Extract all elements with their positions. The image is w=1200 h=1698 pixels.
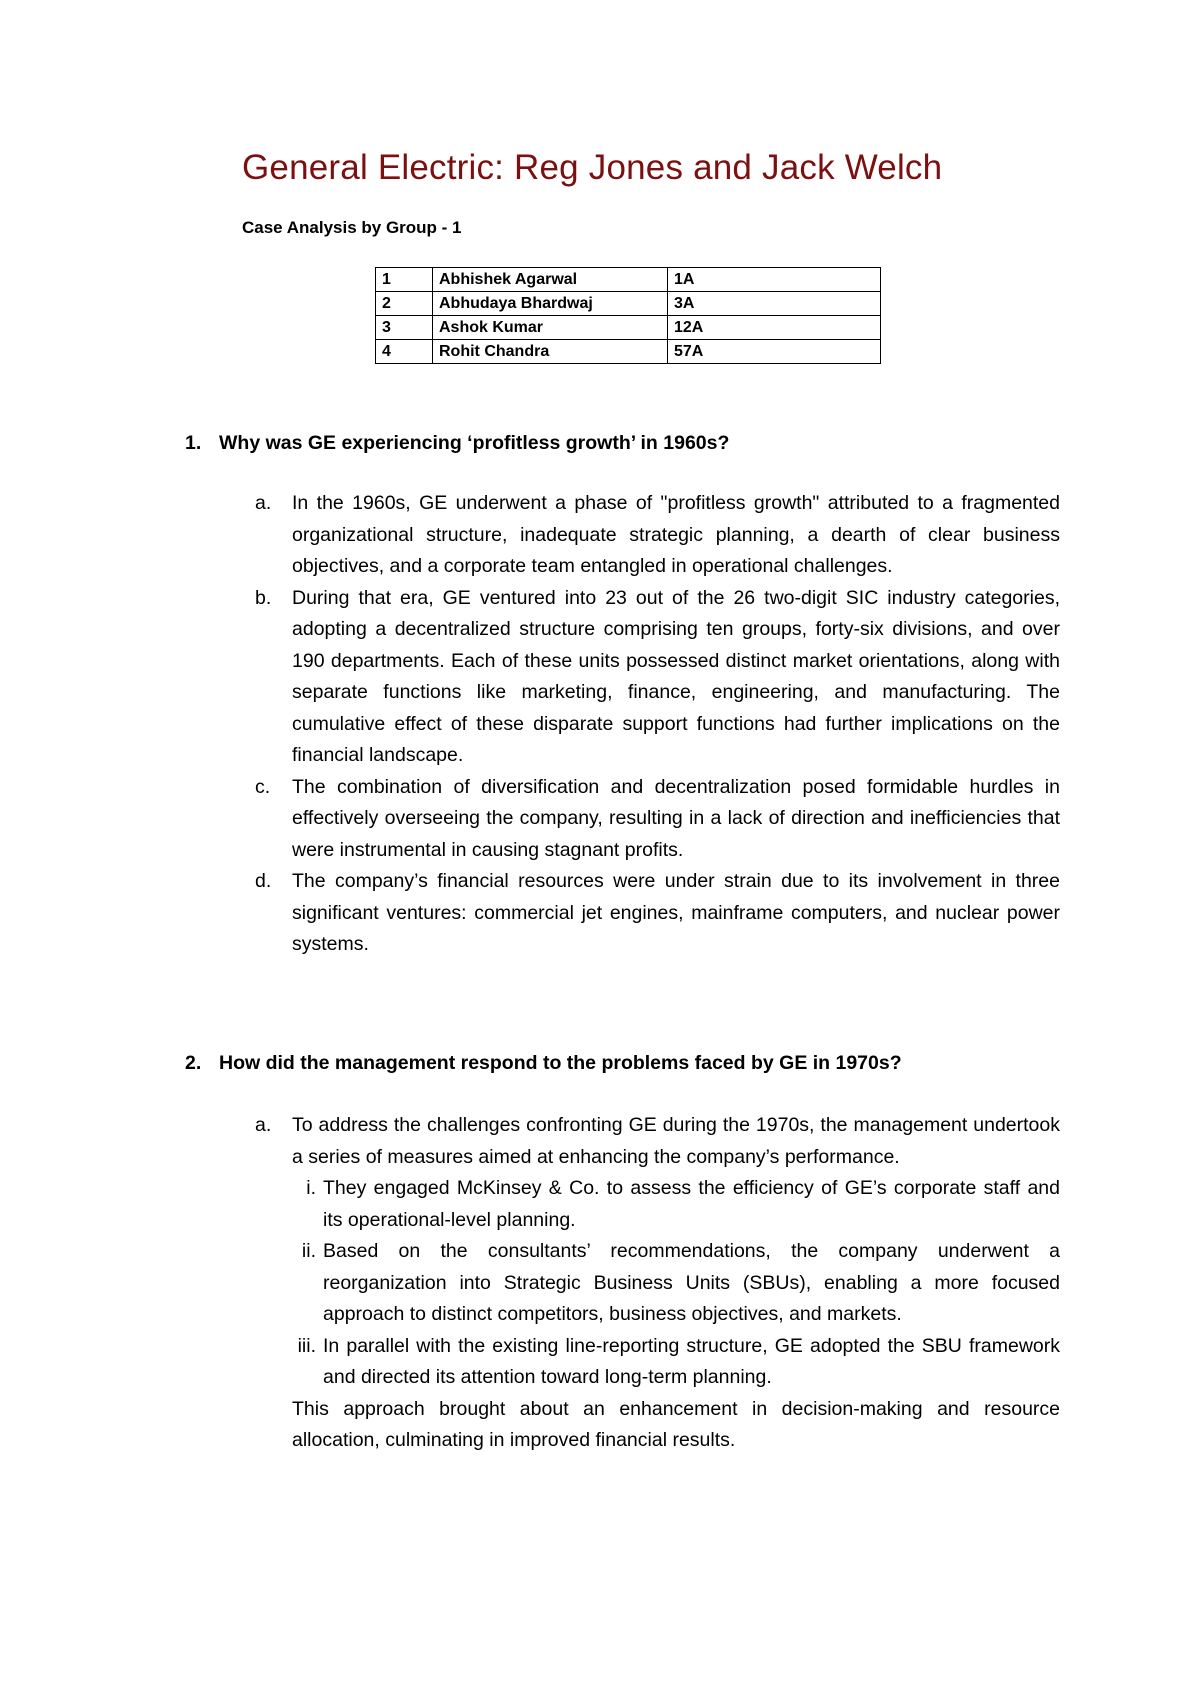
table-row — [376, 316, 881, 340]
member-roll: 1A — [668, 268, 881, 292]
table-row — [376, 340, 881, 364]
question-text: Why was GE experiencing ‘profitless growth’ in 1960s? — [219, 432, 730, 454]
sub-item-label: iii. — [297, 1334, 316, 1357]
item-text: The combination of diversification and decentralization posed formidable hurdles in effectively overseeing the company, resulting in a lack of direction and inefficiencies that were instrumental in causing stagnant profits. — [292, 775, 1060, 861]
sub-item-text: Based on the consultants’ recommendations, the company underwent a reorganization into Strategic Business Units (SBUs), enabling a more focused approach to distinct competitors, business objectives, and markets. — [323, 1240, 1060, 1325]
sub-list-item — [250, 1331, 1060, 1394]
item-label: a. — [255, 492, 272, 514]
member-roll: 3A — [668, 292, 881, 316]
member-number: 2 — [376, 292, 433, 316]
list-item — [250, 488, 1060, 583]
question-2 — [185, 1048, 1065, 1080]
table-row — [376, 268, 881, 292]
table-row — [376, 292, 881, 316]
group-members-table — [375, 267, 881, 364]
member-roll: 57A — [668, 340, 881, 364]
sub-item-text: They engaged McKinsey & Co. to assess the efficiency of GE’s corporate staff and its operational-level planning. — [323, 1177, 1060, 1231]
question-number: 2. — [185, 1052, 202, 1074]
item-text: To address the challenges confronting GE during the 1970s, the management undertook a series of measures aimed at enhancing the company’s performance. — [292, 1114, 1060, 1168]
item-label: c. — [255, 775, 271, 798]
sub-item-label: i. — [306, 1177, 316, 1199]
conclusion-paragraph: This approach brought about an enhancement in decision-making and resource allocation, culminating in improved financial results. — [292, 1397, 1060, 1451]
question-1 — [185, 428, 1065, 460]
member-number: 3 — [376, 316, 433, 340]
sub-list-item — [250, 1236, 1060, 1331]
member-number: 1 — [376, 268, 433, 292]
sub-item-text: In parallel with the existing line-reporting structure, GE adopted the SBU framework and directed its attention toward long-term planning. — [323, 1334, 1060, 1388]
question-text: How did the management respond to the problems faced by GE in 1970s? — [219, 1052, 902, 1074]
item-text: During that era, GE ventured into 23 out of the 26 two-digit SIC industry categories, adopting a decentralized structure comprising ten groups, forty-six divisions, and over 190 departments. Each of these units possessed distinct market orientations, along with separate functions like marketing, finance, engineering, and manufacturing. The cumulative effect of these disparate support functions had further implications on the financial landscape. — [292, 586, 1060, 766]
list-item — [250, 772, 1060, 867]
member-name: Rohit Chandra — [433, 340, 668, 364]
question-1-answers — [250, 488, 1060, 961]
member-number: 4 — [376, 340, 433, 364]
sub-list-item — [250, 1173, 1060, 1236]
question-number: 1. — [185, 432, 202, 454]
item-label: a. — [255, 1114, 272, 1136]
document-subtitle: Case Analysis by Group - 1 — [242, 218, 462, 237]
list-item — [250, 583, 1060, 772]
document-title: General Electric: Reg Jones and Jack Welch — [242, 148, 943, 187]
list-item — [250, 1110, 1060, 1173]
item-text: The company’s financial resources were under strain due to its involvement in three significant ventures: commercial jet engines, mainframe computers, and nuclear power systems. — [292, 870, 1060, 955]
member-name: Ashok Kumar — [433, 316, 668, 340]
list-item — [250, 866, 1060, 961]
sub-item-label: ii. — [301, 1240, 316, 1262]
item-text: In the 1960s, GE underwent a phase of "profitless growth" attributed to a fragmented organizational structure, inadequate strategic planning, a dearth of clear business objectives, and a corporate team entangled in operational challenges. — [292, 492, 1060, 577]
member-name: Abhishek Agarwal — [433, 268, 668, 292]
question-2-answers — [250, 1110, 1060, 1457]
member-name: Abhudaya Bhardwaj — [433, 292, 668, 316]
member-roll: 12A — [668, 316, 881, 340]
item-label: b. — [255, 586, 272, 609]
item-label: d. — [255, 870, 272, 892]
